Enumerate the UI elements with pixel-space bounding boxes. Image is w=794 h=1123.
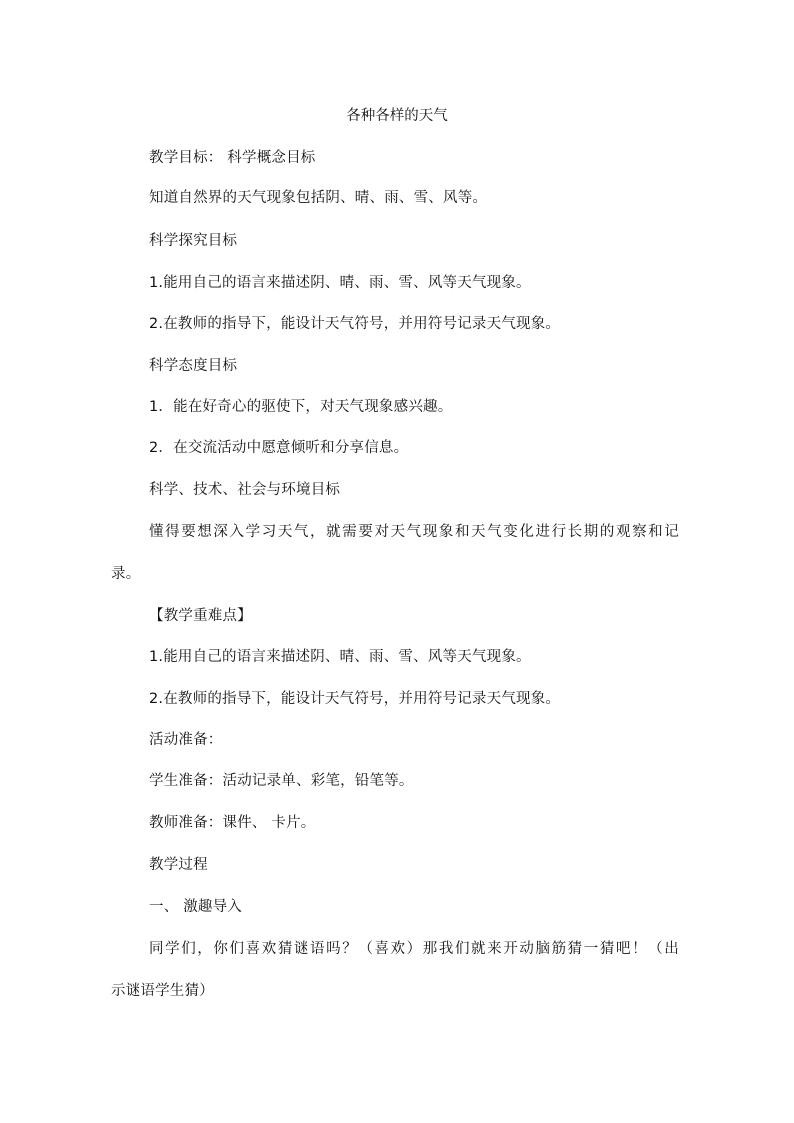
paragraph-attitude-1: 1．能在好奇心的驱使下，对天气现象感兴趣。 (149, 399, 453, 415)
heading-key-points: 【教学重难点】 (149, 608, 252, 624)
heading-activity-prep: 活动准备： (149, 732, 223, 748)
paragraph-key-point-2: 2.在教师的指导下，能设计天气符号，并用符号记录天气现象。 (149, 691, 561, 707)
paragraph-stse-line-2: 录。 (111, 566, 141, 582)
heading-introduction: 一、 激趣导入 (149, 899, 243, 915)
paragraph-riddle-line-1: 同学们，你们喜欢猜谜语吗？（喜欢）那我们就来开动脑筋猜一猜吧！（出 (149, 941, 679, 957)
paragraph-teacher-prep: 教师准备：课件、 卡片。 (149, 815, 316, 831)
paragraph-weather-phenomena: 知道自然界的天气现象包括阴、晴、雨、雪、风等。 (149, 190, 488, 206)
document-title: 各种各样的天气 (346, 108, 448, 124)
paragraph-inquiry-2: 2.在教师的指导下，能设计天气符号，并用符号记录天气现象。 (149, 316, 561, 332)
paragraph-student-prep: 学生准备：活动记录单、彩笔，铅笔等。 (149, 773, 414, 789)
paragraph-riddle-line-2: 示谜语学生猜） (111, 983, 214, 999)
paragraph-stse-line-1: 懂得要想深入学习天气，就需要对天气现象和天气变化进行长期的观察和记 (149, 524, 679, 540)
heading-inquiry-goals: 科学探究目标 (149, 233, 238, 249)
paragraph-teaching-goals: 教学目标： 科学概念目标 (149, 150, 316, 166)
heading-teaching-process: 教学过程 (149, 857, 208, 873)
heading-attitude-goals: 科学态度目标 (149, 358, 238, 374)
paragraph-key-point-1: 1.能用自己的语言来描述阴、晴、雨、雪、风等天气现象。 (149, 649, 531, 665)
heading-stse-goals: 科学、技术、社会与环境目标 (149, 482, 341, 498)
paragraph-inquiry-1: 1.能用自己的语言来描述阴、晴、雨、雪、风等天气现象。 (149, 275, 531, 291)
paragraph-attitude-2: 2．在交流活动中愿意倾听和分享信息。 (149, 440, 409, 456)
